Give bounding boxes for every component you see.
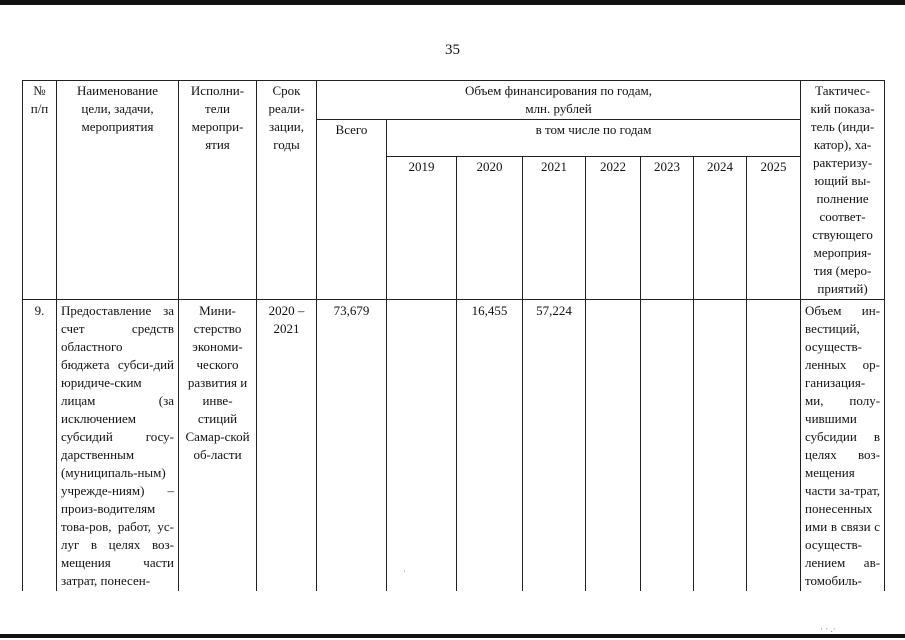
page-number: 35 bbox=[445, 42, 460, 58]
row-2019 bbox=[387, 300, 457, 592]
col-header-term: Срок реали- зации, годы bbox=[257, 81, 317, 300]
row-2023 bbox=[641, 300, 694, 592]
row-2020: 16,455 bbox=[457, 300, 523, 592]
row-term: 2020 – 2021 bbox=[257, 300, 317, 592]
year-header-2020: 2020 bbox=[457, 157, 523, 300]
col-header-executors: Исполни- тели меропри- ятия bbox=[179, 81, 257, 300]
year-header-2023: 2023 bbox=[641, 157, 694, 300]
table-row bbox=[23, 300, 885, 592]
scan-speck: · bbox=[403, 566, 406, 576]
header-row-1 bbox=[23, 81, 885, 120]
bottom-border-line bbox=[0, 634, 905, 638]
row-2025 bbox=[747, 300, 801, 592]
row-2022 bbox=[586, 300, 641, 592]
scan-speck: · · .· bbox=[820, 624, 836, 634]
col-header-name: Наименование цели, задачи, мероприятия bbox=[57, 81, 179, 300]
row-name: Предоставление за счет средств областного бюджета субси-дий юридиче-ским лицам (за исключением субсидий госу-дарственным (муниципаль-ным) учрежде-ниям) – произ-водителям това-ров, работ, ус-луг в целях воз-мещения части затрат, понесен- bbox=[57, 300, 179, 592]
funding-table bbox=[22, 80, 885, 591]
col-header-num: № п/п bbox=[23, 81, 57, 300]
row-2024 bbox=[694, 300, 747, 592]
col-header-indicator: Тактичес- кий показа- тель (инди- катор), ха- рактеризу- ющий вы- полнение соответ- ствующего мероприя- тия (меро- приятий) bbox=[801, 81, 885, 300]
row-executor: Мини-стерство экономи-ческого развития и инве-стиций Самар-ской об-ласти bbox=[179, 300, 257, 592]
year-header-2021: 2021 bbox=[523, 157, 586, 300]
row-total: 73,679 bbox=[317, 300, 387, 592]
row-indicator: Объем ин-вестиций, осуществ-ленных ор-ганизация-ми, полу-чившими субсидии в целях воз-мещения части за-трат, понесенных ими в связи с осуществ-лением ав-томобиль- bbox=[801, 300, 885, 592]
col-header-funding: Объем финансирования по годам, млн. рублей bbox=[317, 81, 801, 120]
top-border-line bbox=[0, 0, 905, 5]
col-header-total: Всего bbox=[317, 120, 387, 300]
year-header-2024: 2024 bbox=[694, 157, 747, 300]
row-num: 9. bbox=[23, 300, 57, 592]
year-header-2025: 2025 bbox=[747, 157, 801, 300]
row-2021: 57,224 bbox=[523, 300, 586, 592]
year-header-2022: 2022 bbox=[586, 157, 641, 300]
col-header-by-years: в том числе по годам bbox=[387, 120, 801, 157]
year-header-2019: 2019 bbox=[387, 157, 457, 300]
